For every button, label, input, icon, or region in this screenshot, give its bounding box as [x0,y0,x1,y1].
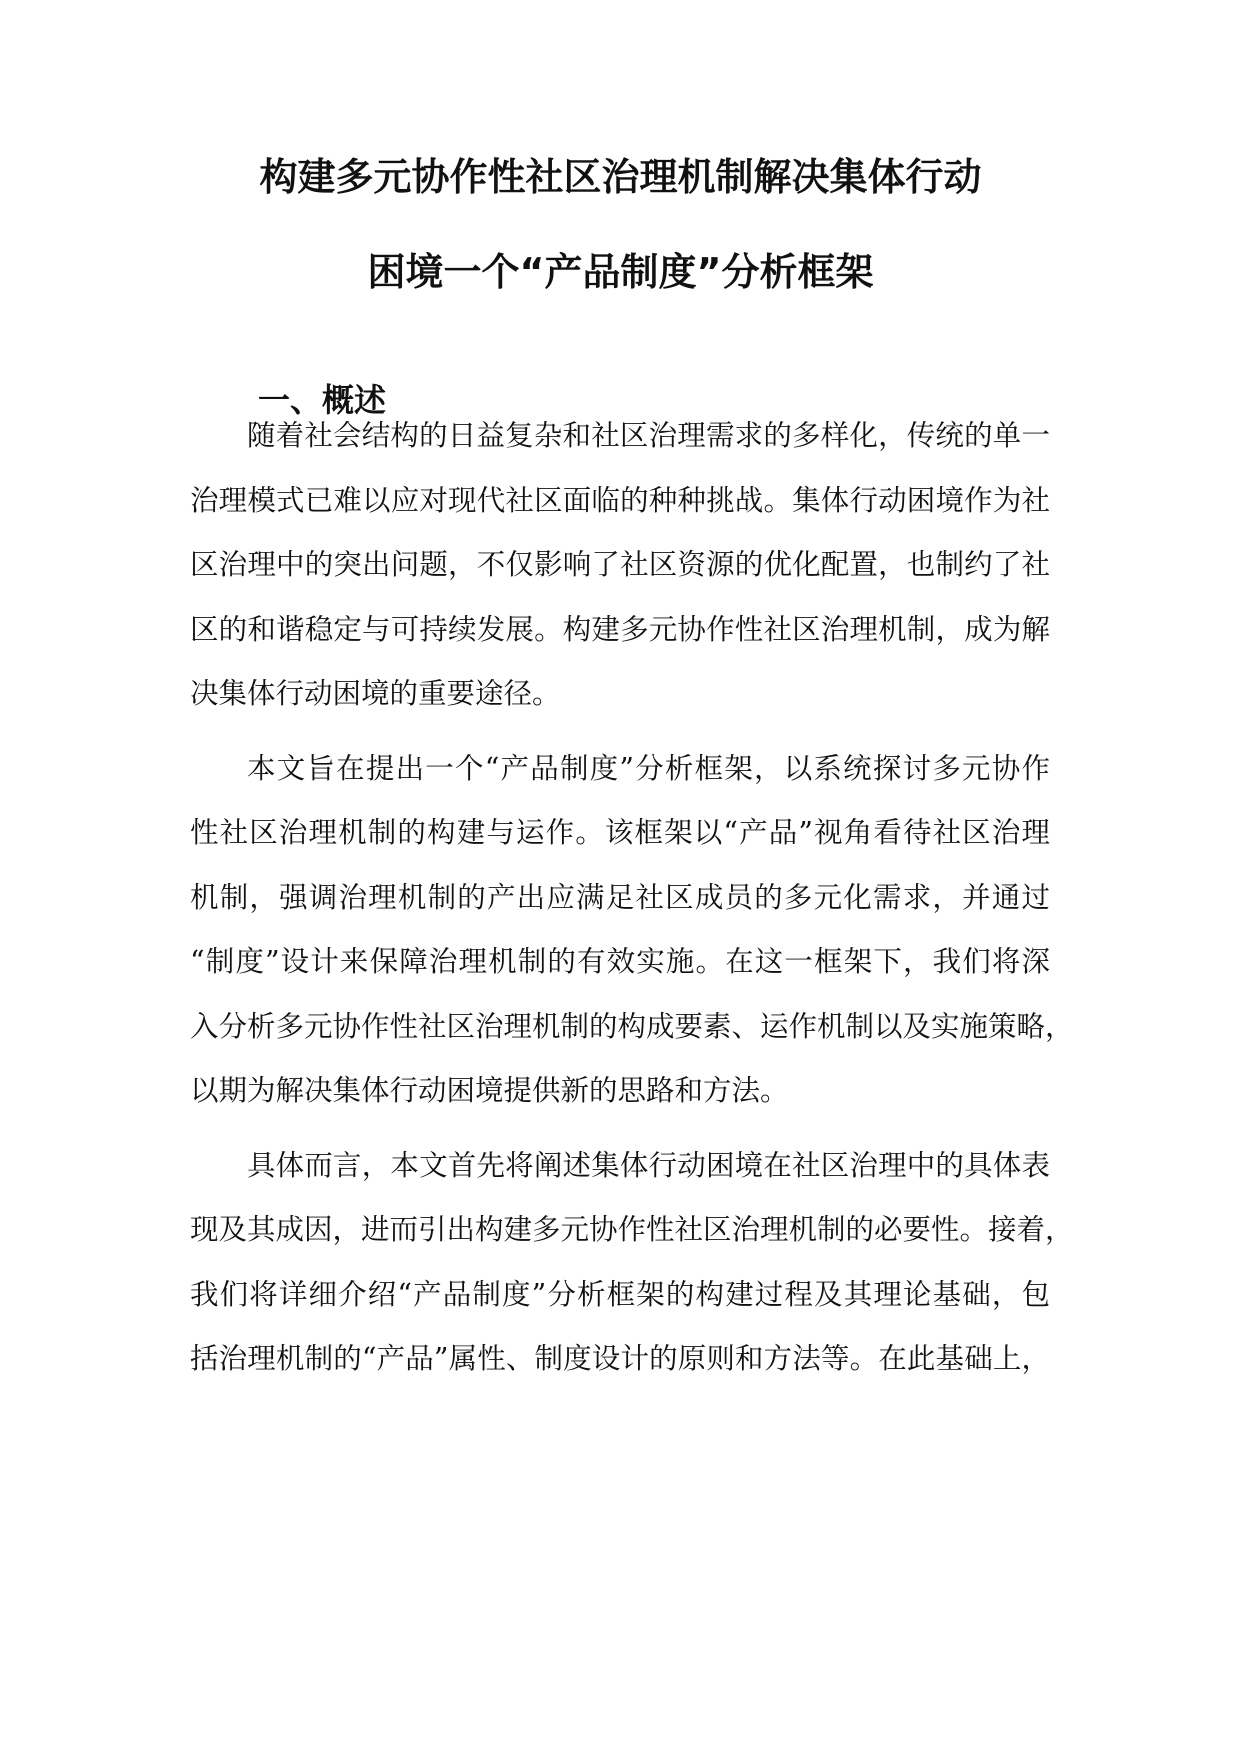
paragraph-line: 治理模式已难以应对现代社区面临的种种挑战。集体行动困境作为社 [190,484,1050,517]
paragraph-line: 决集体行动困境的重要途径。 [190,677,561,710]
paragraph-line: 具体而言，本文首先将阐述集体行动困境在社区治理中的具体表 [247,1149,1050,1182]
paragraph-line: 随着社会结构的日益复杂和社区治理需求的多样化，传统的单一 [247,419,1050,452]
paragraph-line: “制度”设计来保障治理机制的有效实施。在这一框架下，我们将深 [190,945,1050,978]
paragraph-line: 性社区治理机制的构建与运作。该框架以“产品”视角看待社区治理 [190,816,1050,849]
paragraph-line: 我们将详细介绍“产品制度”分析框架的构建过程及其理论基础，包 [190,1278,1050,1311]
paragraph-line: 本文旨在提出一个“产品制度”分析框架，以系统探讨多元协作 [247,752,1050,785]
paragraph-line: 入分析多元协作性社区治理机制的构成要素、运作机制以及实施策略， [190,1010,1074,1043]
paragraph-line: 区的和谐稳定与可持续发展。构建多元协作性社区治理机制，成为解 [190,613,1050,646]
document-title-line-1: 构建多元协作性社区治理机制解决集体行动 [259,155,982,199]
section-heading: 一、概述 [258,381,387,419]
paragraph-line: 括治理机制的“产品”属性、制度设计的原则和方法等。在此基础上， [190,1342,1050,1375]
document-title-line-2: 困境一个“产品制度”分析框架 [367,250,874,294]
paragraph-line: 以期为解决集体行动困境提供新的思路和方法。 [190,1074,789,1107]
paragraph-line: 机制，强调治理机制的产出应满足社区成员的多元化需求，并通过 [190,881,1050,914]
paragraph-line: 现及其成因，进而引出构建多元协作性社区治理机制的必要性。接着， [190,1213,1074,1246]
paragraph-line: 区治理中的突出问题，不仅影响了社区资源的优化配置，也制约了社 [190,548,1050,581]
